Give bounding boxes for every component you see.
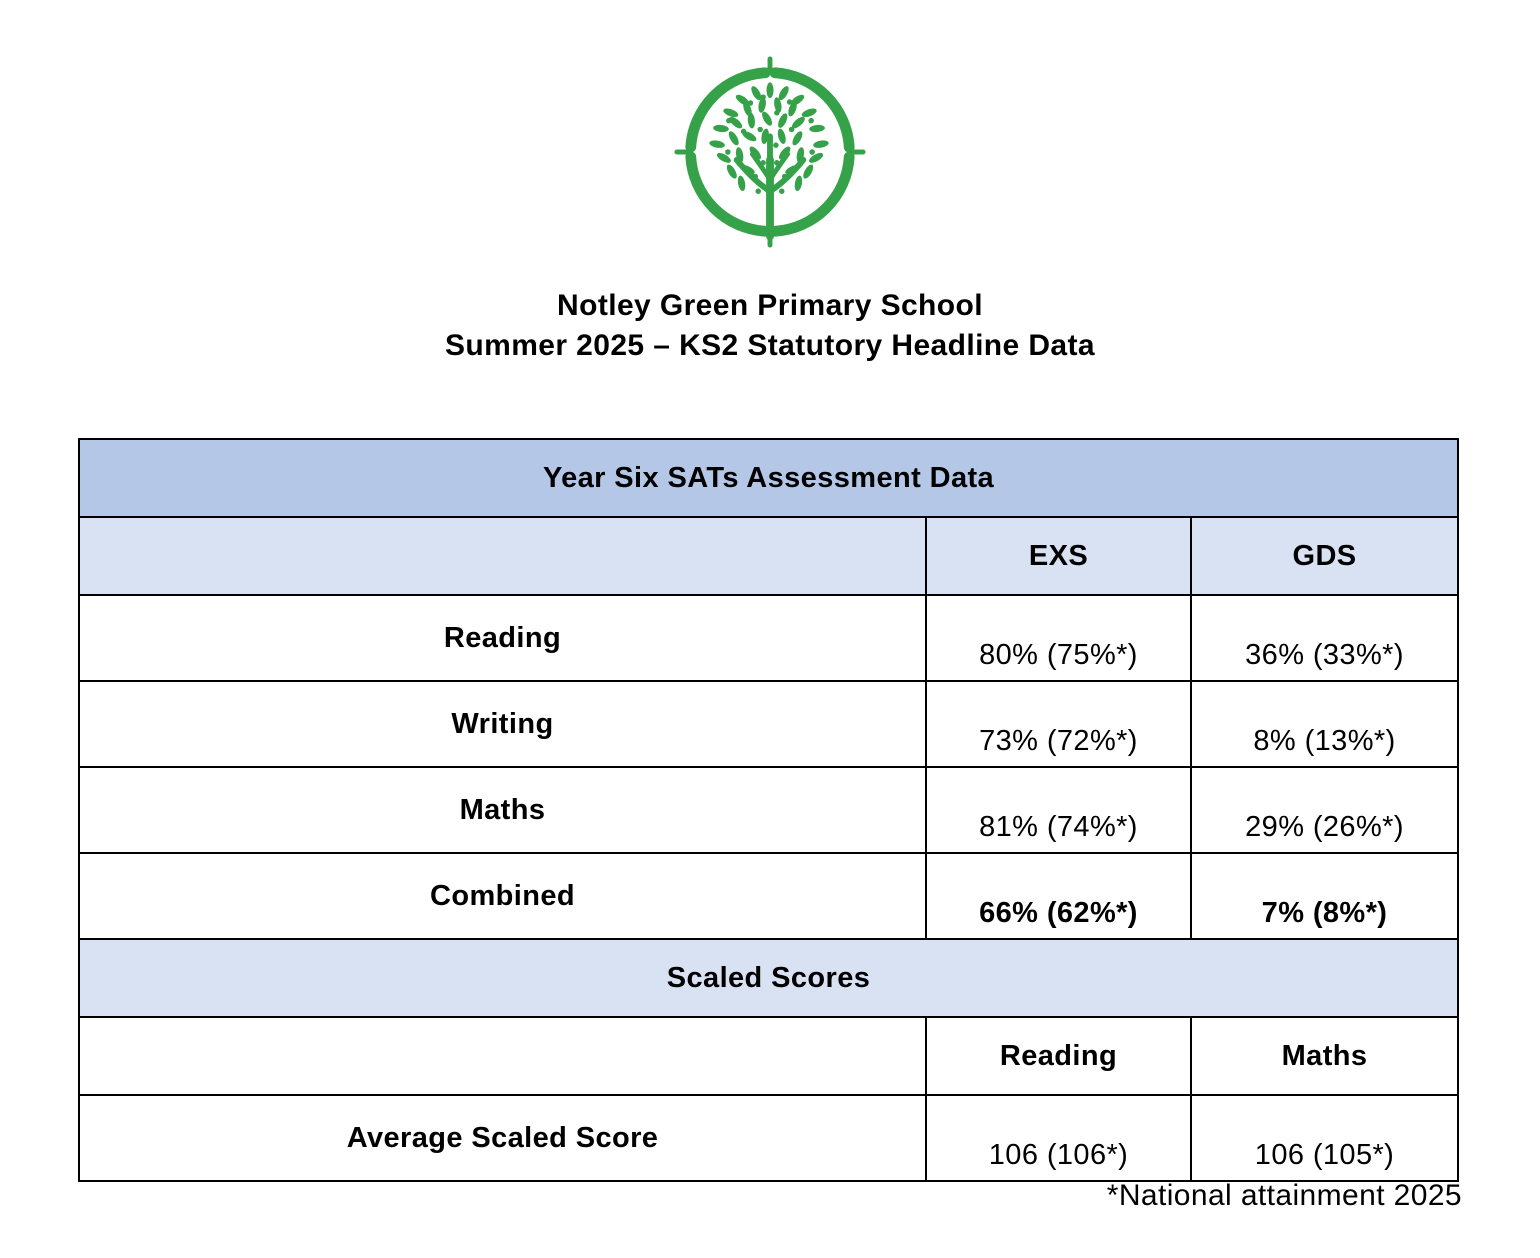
table-row-maths — [79, 767, 1458, 853]
row-label: Writing — [79, 681, 926, 767]
tree-in-circle-icon — [672, 54, 868, 250]
exs-value: 81% (74%*) — [926, 767, 1191, 853]
sats-assessment-table — [78, 438, 1459, 1182]
gds-value: 36% (33%*) — [1191, 595, 1458, 681]
scaled-scores-column-header-row — [79, 1017, 1458, 1095]
school-logo — [672, 54, 868, 250]
table-section-header-row — [79, 439, 1458, 517]
table-row-writing — [79, 681, 1458, 767]
empty-header-cell — [79, 517, 926, 595]
gds-value: 29% (26%*) — [1191, 767, 1458, 853]
section1-title-cell: Year Six SATs Assessment Data — [79, 439, 1458, 517]
logo-tree-trunk — [737, 136, 804, 236]
row-label: Reading — [79, 595, 926, 681]
table-row-reading — [79, 595, 1458, 681]
gds-value: 8% (13%*) — [1191, 681, 1458, 767]
empty-header-cell — [79, 1017, 926, 1095]
section2-title-cell: Scaled Scores — [79, 939, 1458, 1017]
table-row-average-scaled-score — [79, 1095, 1458, 1181]
row-label: Combined — [79, 853, 926, 939]
exs-value: 80% (75%*) — [926, 595, 1191, 681]
exs-value: 66% (62%*) — [926, 853, 1191, 939]
reading-column-header: Reading — [926, 1017, 1191, 1095]
exs-value: 73% (72%*) — [926, 681, 1191, 767]
column-header-row — [79, 517, 1458, 595]
row-label: Average Scaled Score — [79, 1095, 926, 1181]
exs-column-header: EXS — [926, 517, 1191, 595]
maths-column-header: Maths — [1191, 1017, 1458, 1095]
gds-column-header: GDS — [1191, 517, 1458, 595]
gds-value: 7% (8%*) — [1191, 853, 1458, 939]
table-row-combined — [79, 853, 1458, 939]
scaled-scores-header-row — [79, 939, 1458, 1017]
reading-scaled-score: 106 (106*) — [926, 1095, 1191, 1181]
national-attainment-footnote: *National attainment 2025 — [1106, 1179, 1462, 1212]
document-title — [0, 286, 1540, 366]
row-label: Maths — [79, 767, 926, 853]
maths-scaled-score: 106 (105*) — [1191, 1095, 1458, 1181]
title-line-subtitle: Summer 2025 – KS2 Statutory Headline Data — [445, 329, 1095, 362]
title-line-school: Notley Green Primary School — [557, 289, 983, 322]
